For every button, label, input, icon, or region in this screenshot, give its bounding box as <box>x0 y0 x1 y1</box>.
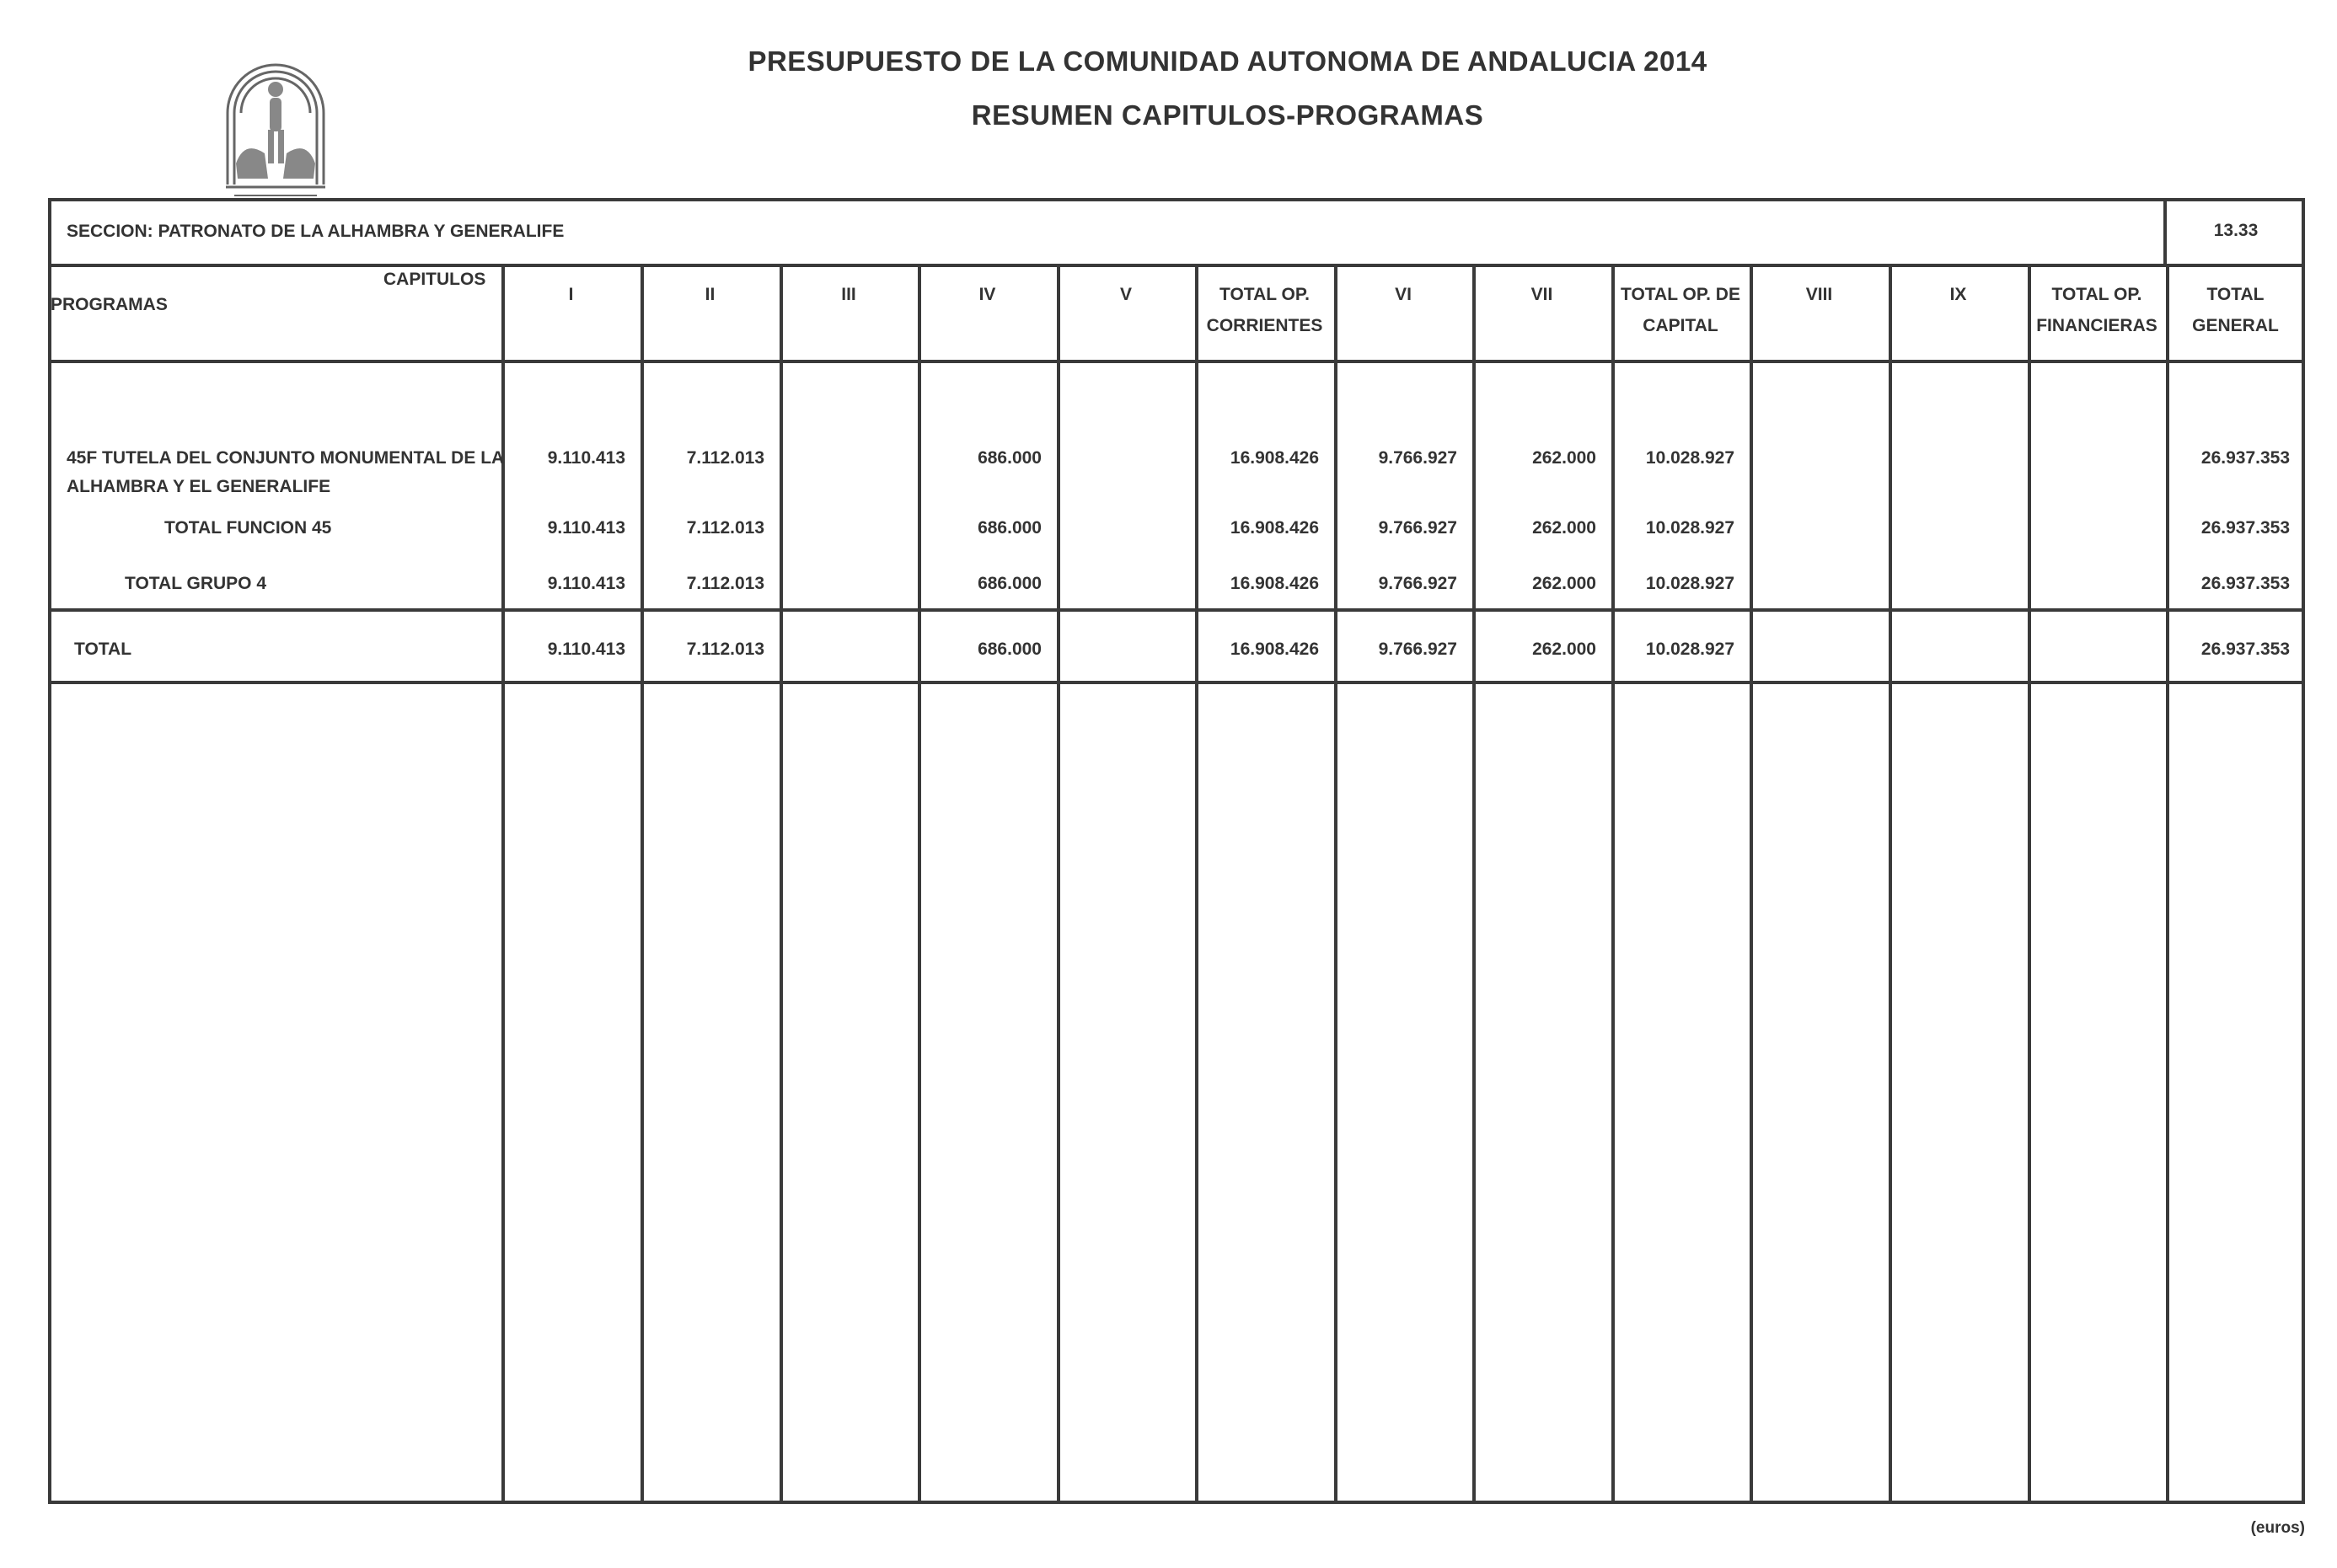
column-header-line1: VIII <box>1805 285 1833 304</box>
section-label: SECCION: PATRONATO DE LA ALHAMBRA Y GENERALIFE <box>67 222 565 241</box>
column-header <box>1889 267 2028 361</box>
table-cell: 9.766.927 <box>1378 448 1457 468</box>
programas-header: PROGRAMAS <box>51 295 168 314</box>
table-cell: 26.937.353 <box>2200 640 2290 659</box>
column-header-line1: I <box>568 285 574 304</box>
total-top-rule <box>48 608 2305 612</box>
column-header-line2: FINANCIERAS <box>2036 316 2157 335</box>
column-header-line1: TOTAL OP. <box>1219 285 1310 304</box>
row-label-line1: TOTAL FUNCION 45 <box>164 518 332 538</box>
row-label-line1: TOTAL <box>74 640 132 659</box>
table-cell: 686.000 <box>978 640 1042 659</box>
capitulos-header: CAPITULOS <box>383 270 486 289</box>
column-header-line1: TOTAL OP. DE <box>1621 285 1740 304</box>
column-header-line1: TOTAL OP. <box>2051 285 2142 304</box>
column-header-line2: GENERAL <box>2192 316 2279 335</box>
table-cell: 16.908.426 <box>1230 518 1319 538</box>
column-header <box>641 267 780 361</box>
column-header-line1: V <box>1119 285 1132 304</box>
table-cell: 9.766.927 <box>1378 640 1457 659</box>
column-header-line1: III <box>841 285 856 304</box>
table-cell: 686.000 <box>978 518 1042 538</box>
column-header <box>1057 267 1195 361</box>
table-cell: 26.937.353 <box>2200 574 2290 593</box>
column-header <box>1611 267 1750 361</box>
section-code: 13.33 <box>2163 198 2305 264</box>
table-cell: 686.000 <box>978 448 1042 468</box>
table-cell: 7.112.013 <box>686 640 764 659</box>
column-divider <box>780 267 783 1504</box>
table-cell: 9.766.927 <box>1378 518 1457 538</box>
column-header <box>501 267 641 361</box>
table-cell: 26.937.353 <box>2200 448 2290 468</box>
table-cell: 9.110.413 <box>547 518 625 538</box>
table-cell: 26.937.353 <box>2200 518 2290 538</box>
row-label <box>164 514 331 543</box>
table-cell: 262.000 <box>1532 640 1596 659</box>
units-note: (euros) <box>2250 1519 2305 1537</box>
column-header-line2: CAPITAL <box>1643 316 1718 335</box>
table-cell: 9.110.413 <box>547 640 625 659</box>
column-header <box>2166 267 2305 361</box>
table-cell: 16.908.426 <box>1230 448 1319 468</box>
table-cell: 7.112.013 <box>686 518 764 538</box>
column-header-line1: TOTAL <box>2206 285 2265 304</box>
table-cell: 686.000 <box>978 574 1042 593</box>
table-cell: 10.028.927 <box>1645 448 1734 468</box>
table-cell: 10.028.927 <box>1645 640 1734 659</box>
row-label-line1: 45F TUTELA DEL CONJUNTO MONUMENTAL DE LA <box>67 448 505 468</box>
column-header <box>1334 267 1472 361</box>
table-cell: 7.112.013 <box>686 448 764 468</box>
row-label-line1: TOTAL GRUPO 4 <box>125 574 267 593</box>
page-title: PRESUPUESTO DE LA COMUNIDAD AUTONOMA DE ANDALUCIA 2014 <box>748 45 1707 77</box>
table-cell: 262.000 <box>1532 448 1596 468</box>
total-bottom-rule <box>48 681 2305 684</box>
column-header <box>1472 267 1611 361</box>
column-divider <box>2028 267 2031 1504</box>
table-cell: 10.028.927 <box>1645 518 1734 538</box>
column-divider <box>1750 267 1753 1504</box>
column-header-line1: II <box>705 285 716 304</box>
table-cell: 16.908.426 <box>1230 574 1319 593</box>
row-label <box>125 570 266 598</box>
table-cell: 10.028.927 <box>1645 574 1734 593</box>
section-row <box>48 198 2305 267</box>
budget-table-frame <box>48 198 2305 1504</box>
column-header <box>918 267 1057 361</box>
table-cell: 9.766.927 <box>1378 574 1457 593</box>
column-header <box>2028 267 2166 361</box>
column-header <box>780 267 918 361</box>
column-header-line1: VII <box>1530 285 1553 304</box>
column-header <box>1750 267 1889 361</box>
page-subtitle: RESUMEN CAPITULOS-PROGRAMAS <box>971 99 1484 131</box>
table-cell: 7.112.013 <box>686 574 764 593</box>
table-cell: 262.000 <box>1532 574 1596 593</box>
table-cell: 9.110.413 <box>547 574 625 593</box>
row-label <box>74 635 131 664</box>
column-header-line1: IV <box>978 285 996 304</box>
column-divider <box>1057 267 1060 1504</box>
column-header <box>1195 267 1334 361</box>
table-cell: 16.908.426 <box>1230 640 1319 659</box>
table-cell: 9.110.413 <box>547 448 625 468</box>
column-header-line1: IX <box>1949 285 1967 304</box>
column-header-line1: VI <box>1395 285 1412 304</box>
column-header-line2: CORRIENTES <box>1206 316 1323 335</box>
table-cell: 262.000 <box>1532 518 1596 538</box>
row-label-line2: ALHAMBRA Y EL GENERALIFE <box>67 477 331 496</box>
row-label <box>67 444 504 501</box>
column-divider <box>1889 267 1892 1504</box>
